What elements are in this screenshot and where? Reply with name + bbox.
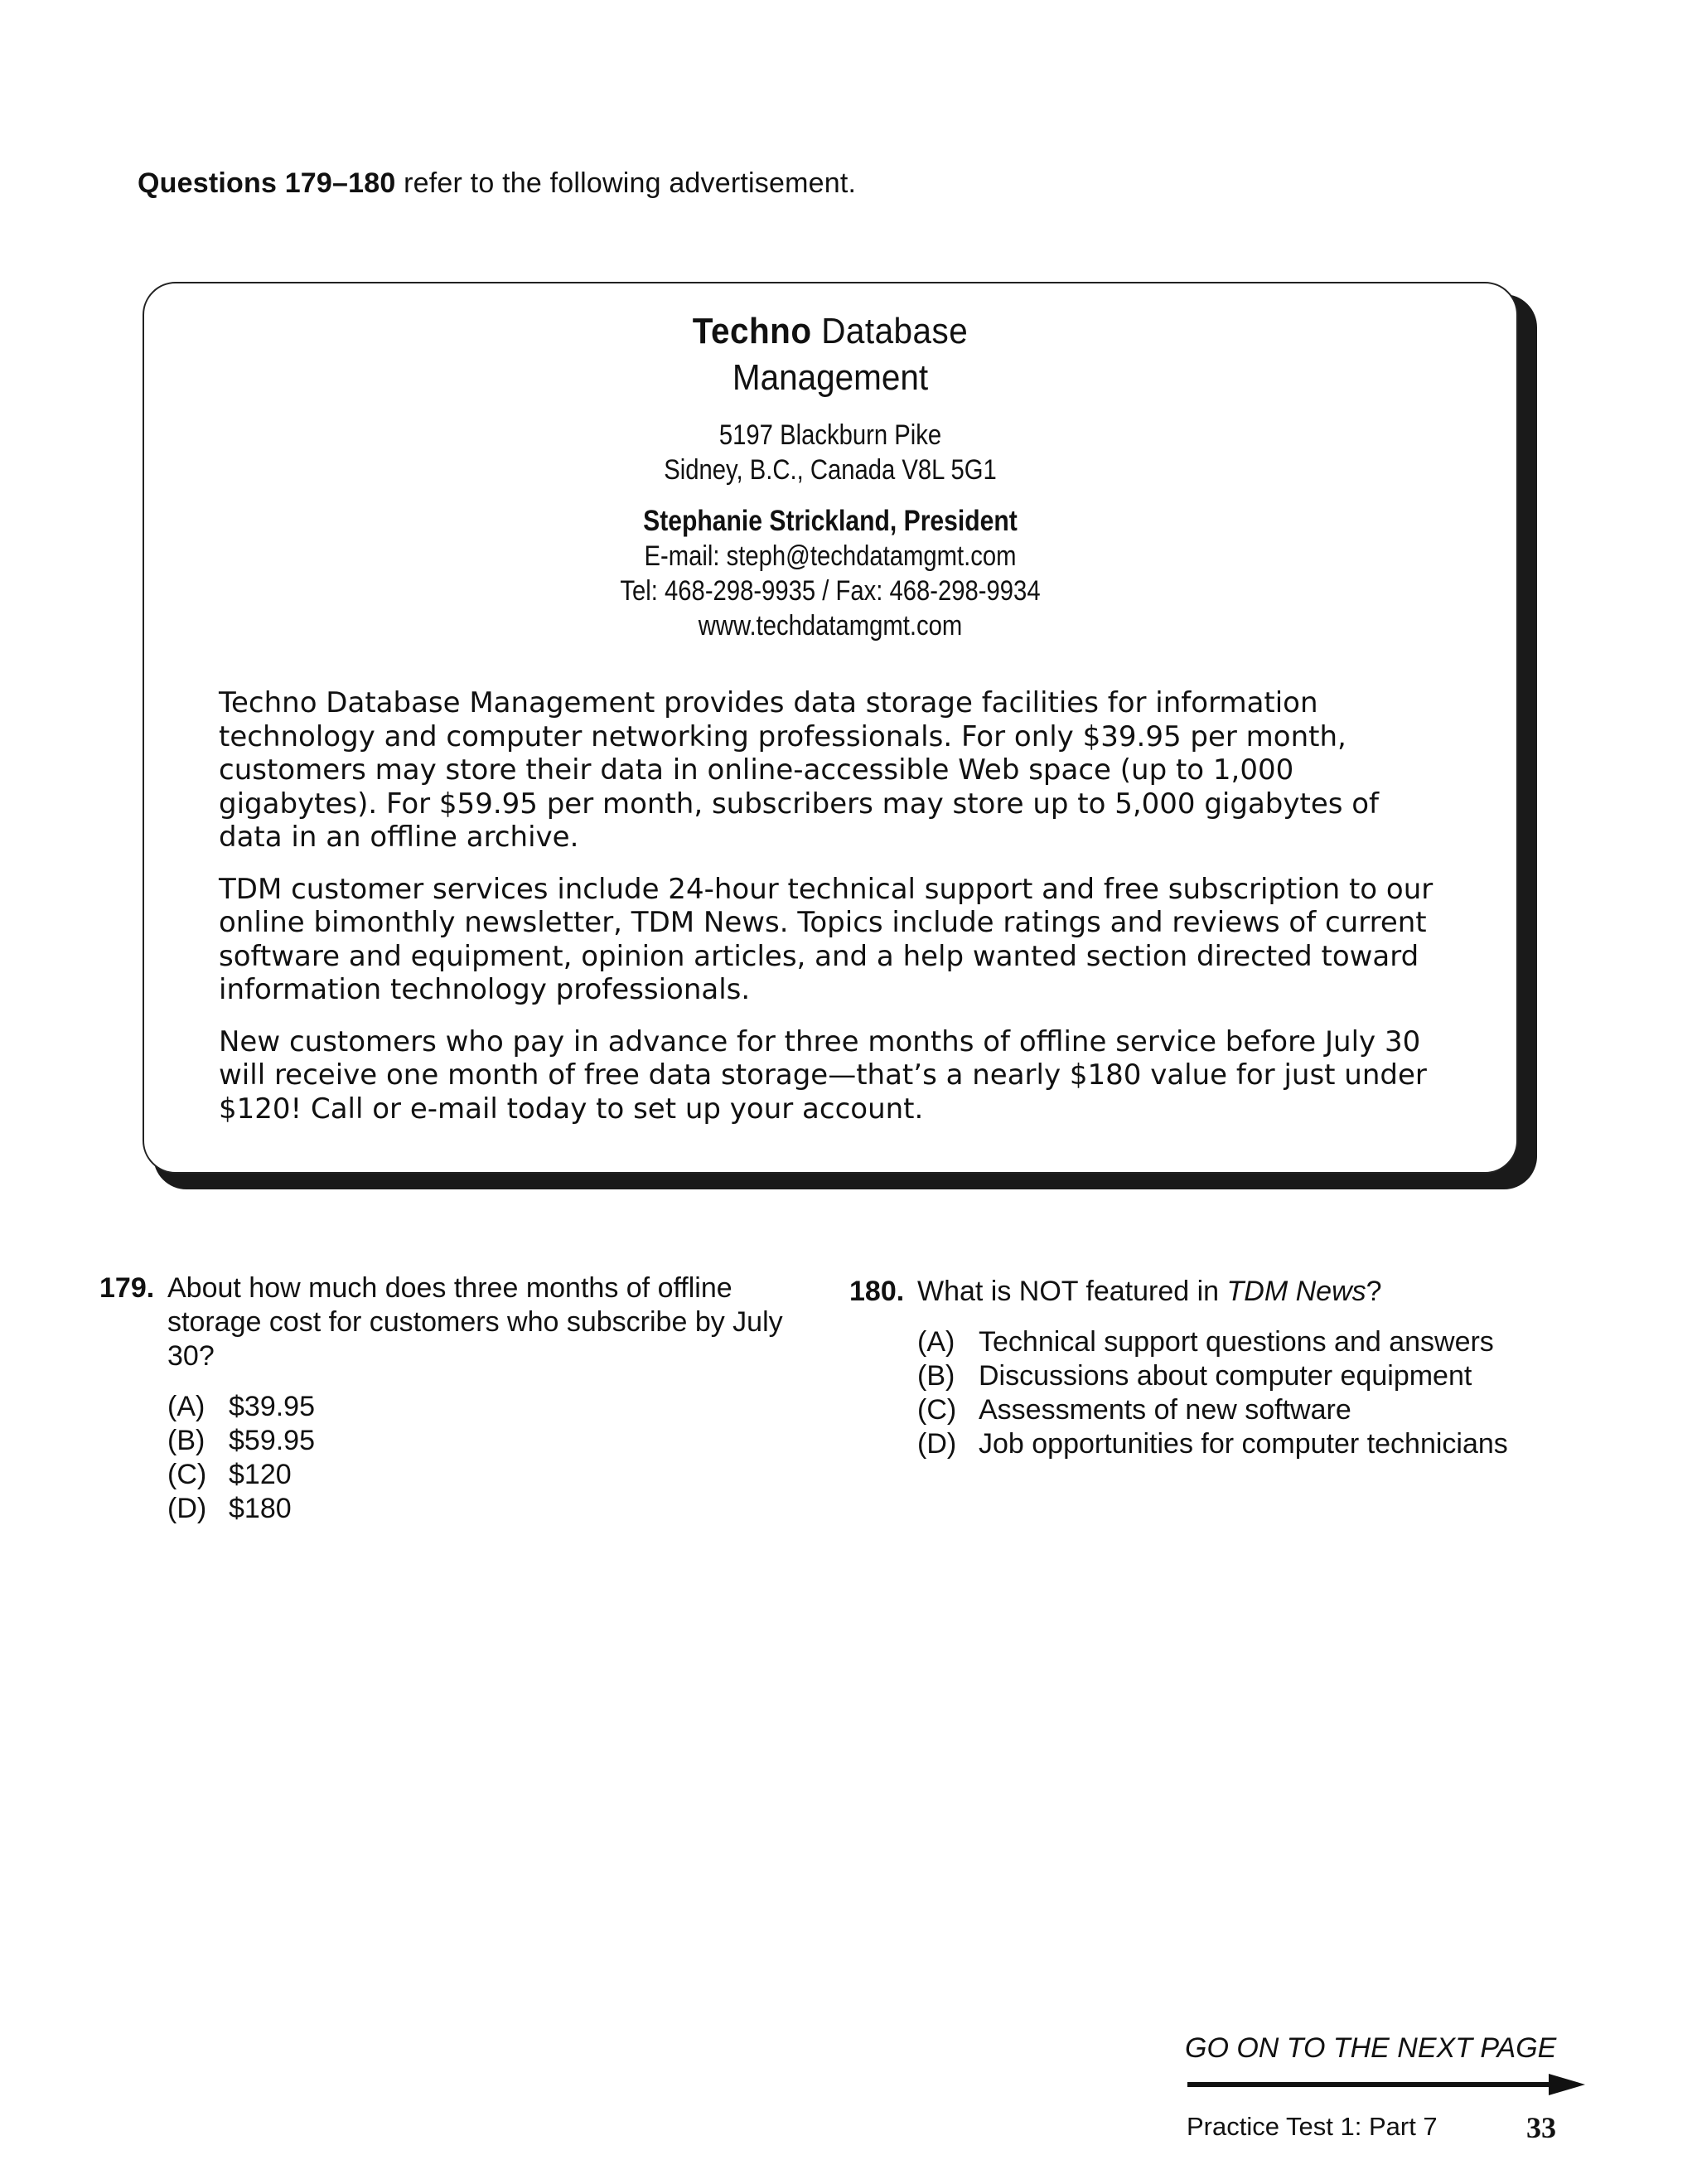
option-a[interactable] <box>917 1325 1595 1359</box>
option-c[interactable] <box>167 1458 795 1492</box>
option-letter: (A) <box>167 1391 205 1422</box>
question-range: Questions 179–180 <box>138 167 396 199</box>
option-text: $180 <box>229 1493 292 1524</box>
option-text: $39.95 <box>229 1391 315 1422</box>
option-text: Job opportunities for computer technicians <box>979 1428 1508 1460</box>
ad-body <box>219 686 1437 1144</box>
answer-options <box>917 1325 1595 1461</box>
option-text: Discussions about computer equipment <box>979 1360 1472 1392</box>
answer-options <box>167 1390 795 1526</box>
option-text: $59.95 <box>229 1425 315 1456</box>
company-name-bold: Techno <box>692 311 812 351</box>
company-name-rest: Database <box>811 311 969 351</box>
company-name <box>199 308 1462 355</box>
question-text-start: What is NOT featured in <box>917 1276 1227 1307</box>
option-letter: (D) <box>167 1493 207 1524</box>
address-line1: 5197 Blackburn Pike <box>718 419 942 451</box>
question-179 <box>99 1271 795 1526</box>
question-text: About how much does three months of offline storage cost for customers who subscribe by July 30? <box>167 1272 783 1372</box>
question-text-end: ? <box>1366 1276 1382 1307</box>
option-d[interactable] <box>917 1427 1595 1461</box>
ad-paragraph: TDM customer services include 24-hour technical support and free subscription to our online bimonthly newsletter, TDM News. Topics include ratings and reviews of current software and equipment, opinion articles, and a help wanted section directed toward information technology professionals. <box>219 872 1434 1006</box>
option-letter: (B) <box>917 1360 955 1392</box>
option-c[interactable] <box>917 1393 1595 1427</box>
option-letter: (C) <box>167 1459 207 1490</box>
page-number: 33 <box>1526 2111 1556 2144</box>
section-intro <box>138 167 856 200</box>
email-line: E-mail: steph@techdatamgmt.com <box>644 540 1017 572</box>
question-text <box>917 1275 1595 1309</box>
president-name: Stephanie Strickland, President <box>643 505 1018 537</box>
option-letter: (B) <box>167 1425 205 1456</box>
option-letter: (C) <box>917 1394 957 1426</box>
phone-line: Tel: 468-298-9935 / Fax: 468-298-9934 <box>620 575 1041 607</box>
option-letter: (A) <box>917 1326 955 1358</box>
advertisement <box>143 282 1518 1174</box>
option-a[interactable] <box>167 1390 795 1424</box>
question-number: 179. <box>99 1272 155 1304</box>
question-number: 180. <box>849 1276 905 1307</box>
newsletter-title: TDM News <box>1226 1276 1366 1307</box>
ad-paragraph: Techno Database Management provides data storage facilities for information technology and computer networking professionals. For only $39.95 per month, customers may store their data in online-accessible Web space (up to 1,000 gigabytes). For $59.95 per month, subscribers may store up to 5,000 gigabytes of data in an offline archive. <box>219 686 1380 854</box>
option-text: Assessments of new software <box>979 1394 1351 1426</box>
intro-text: refer to the following advertisement. <box>395 167 857 199</box>
company-name-line2: Management <box>732 357 929 398</box>
option-text: Technical support questions and answers <box>979 1326 1494 1358</box>
option-b[interactable] <box>917 1359 1595 1393</box>
ad-header <box>144 308 1516 643</box>
option-d[interactable] <box>167 1492 795 1526</box>
address-line2: Sidney, B.C., Canada V8L 5G1 <box>664 454 997 486</box>
footer-label: Practice Test 1: Part 7 <box>1187 2112 1438 2141</box>
option-letter: (D) <box>917 1428 957 1460</box>
question-180 <box>849 1275 1595 1461</box>
go-on-label: GO ON TO THE NEXT PAGE <box>1185 2032 1557 2064</box>
option-b[interactable] <box>167 1424 795 1458</box>
option-text: $120 <box>229 1459 292 1490</box>
ad-paragraph: New customers who pay in advance for three months of offline service before July 30 will receive one month of free data storage—that’s a nearly $180 value for just under $120! Call or e-mail today to set up your account. <box>219 1024 1427 1126</box>
website-line: www.techdatamgmt.com <box>698 610 963 642</box>
right-arrow-icon <box>1187 2072 1585 2097</box>
